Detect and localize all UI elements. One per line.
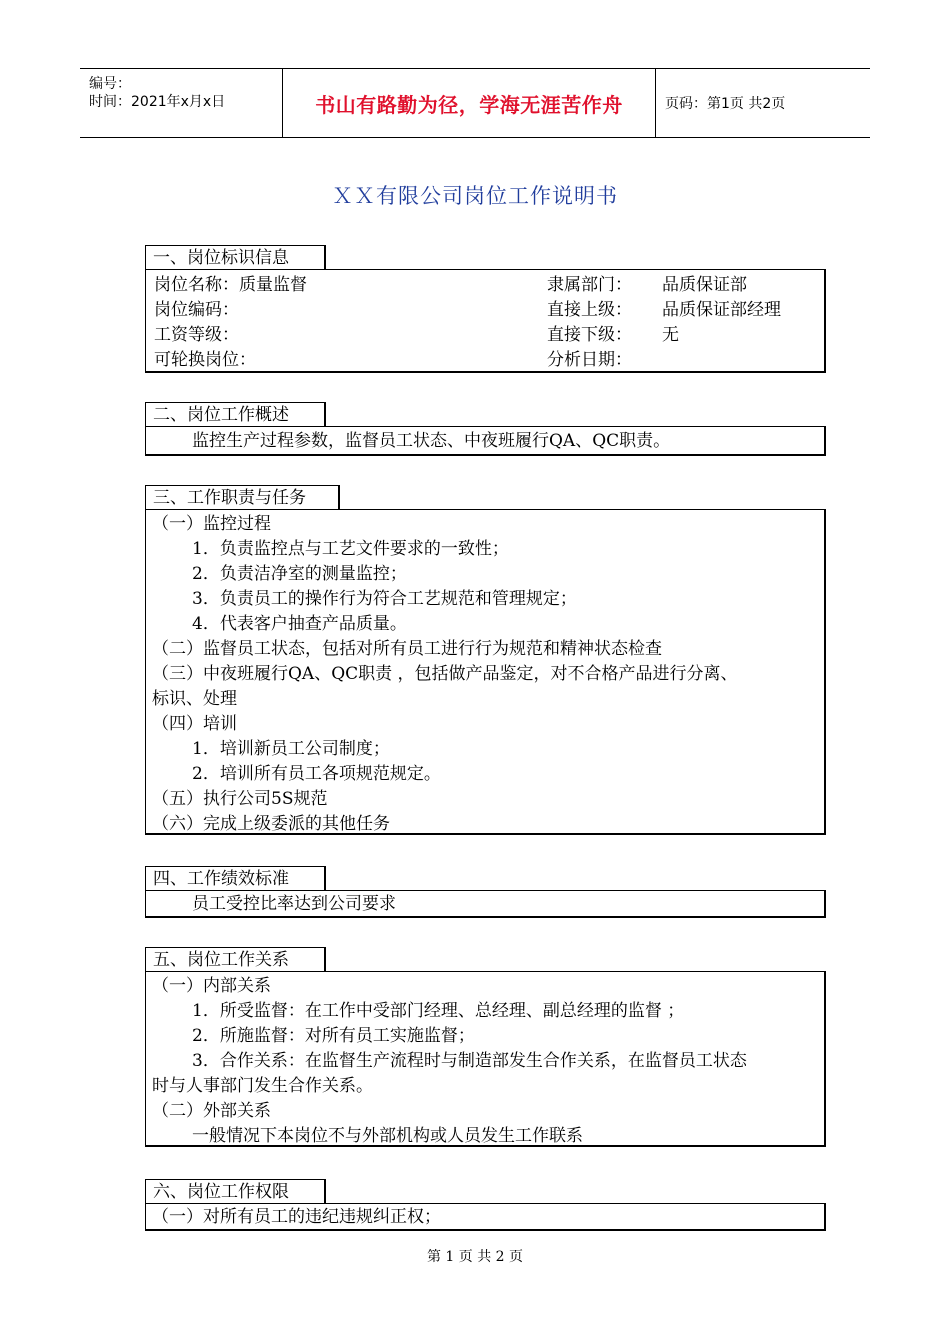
authority-line: （一）对所有员工的违纪违规纠正权；: [152, 1207, 441, 1227]
section-4-heading: 四、工作绩效标准: [145, 866, 326, 890]
document-title: ＸＸ有限公司岗位工作说明书: [332, 184, 618, 208]
supervisor-value: 品质保证部经理: [662, 300, 781, 320]
relation-line: 一般情况下本岗位不与外部机构或人员发生工作联系: [192, 1126, 583, 1146]
duty-line: 2．负责洁净室的测量监控；: [192, 564, 407, 584]
header-meta: [80, 69, 282, 137]
relation-line: 时与人事部门发生合作关系。: [152, 1076, 373, 1096]
relation-line: 3．合作关系：在监督生产流程时与制造部发生合作关系，在监督员工状态: [192, 1051, 747, 1071]
duty-line: 2．培训所有员工各项规范规定。: [192, 764, 441, 784]
section-3-box: [145, 509, 826, 835]
number-label: 编号：: [89, 76, 131, 92]
section-5-box: [145, 971, 826, 1147]
department-value: 品质保证部: [662, 275, 747, 295]
section-1-heading: 一、岗位标识信息: [145, 245, 326, 269]
relation-line: 1．所受监督：在工作中受部门经理、总经理、副总经理的监督 ；: [192, 1001, 685, 1021]
department-label: 隶属部门：: [547, 275, 632, 295]
section-2-box: [145, 426, 826, 456]
section-1-box: [145, 269, 826, 373]
page-header: [80, 68, 870, 138]
motto: 书山有路勤为径，学海无涯苦作舟: [282, 69, 656, 137]
position-name-label: 岗位名称：: [154, 275, 239, 295]
section-5-heading: 五、岗位工作关系: [145, 947, 326, 971]
duty-line: （六）完成上级委派的其他任务: [152, 814, 390, 834]
analysis-date-label: 分析日期：: [547, 350, 632, 370]
relation-line: （一）内部关系: [152, 976, 271, 996]
supervisor-label: 直接上级：: [547, 300, 632, 320]
duty-line: （一）监控过程: [152, 514, 271, 534]
section-6-box: [145, 1203, 826, 1231]
time-label: 时间：2021年x月x日: [89, 94, 226, 110]
performance-text: 员工受控比率达到公司要求: [192, 894, 396, 914]
position-name-value: 质量监督: [239, 275, 307, 295]
duty-line: 3．负责员工的操作行为符合工艺规范和管理规定；: [192, 589, 577, 609]
relation-line: 2．所施监督：对所有员工实施监督；: [192, 1026, 475, 1046]
overview-text: 监控生产过程参数，监督员工状态、中夜班履行QA、QC职责。: [192, 431, 671, 451]
relation-line: （二）外部关系: [152, 1101, 271, 1121]
subordinate-label: 直接下级：: [547, 325, 632, 345]
duty-line: （四）培训: [152, 714, 237, 734]
duty-line: （五）执行公司5S规范: [152, 789, 328, 809]
page-label: 页码：第1页 共2页: [665, 96, 786, 112]
section-3-heading: 三、工作职责与任务: [145, 485, 340, 509]
duty-line: 标识、处理: [152, 689, 237, 709]
duty-line: （二）监督员工状态，包括对所有员工进行行为规范和精神状态检查: [152, 639, 662, 659]
page-footer: 第 1 页 共 2 页: [426, 1249, 524, 1265]
duty-line: 1．负责监控点与工艺文件要求的一致性；: [192, 539, 509, 559]
salary-grade-label: 工资等级：: [154, 325, 239, 345]
subordinate-value: 无: [662, 325, 679, 345]
section-4-box: [145, 890, 826, 918]
duty-line: （三）中夜班履行QA、QC职责 ，包括做产品鉴定，对不合格产品进行分离、: [152, 664, 738, 684]
section-6-heading: 六、岗位工作权限: [145, 1179, 326, 1203]
position-code-label: 岗位编码：: [154, 300, 239, 320]
duty-line: 4．代表客户抽查产品质量。: [192, 614, 407, 634]
duty-line: 1．培训新员工公司制度；: [192, 739, 390, 759]
rotation-label: 可轮换岗位：: [154, 350, 256, 370]
section-2-heading: 二、岗位工作概述: [145, 402, 326, 426]
